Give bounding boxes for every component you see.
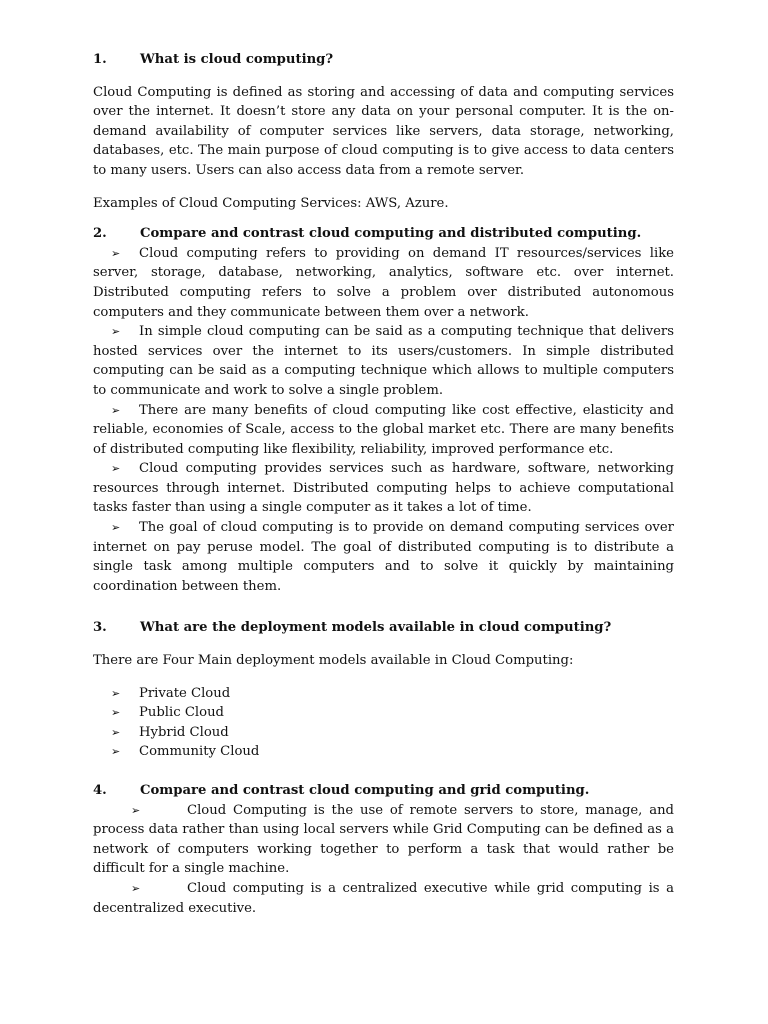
section-title: What is cloud computing? <box>140 52 334 67</box>
bullet-paragraph: ➢ Cloud computing is a centralized executive while grid computing is a decentralized executive. <box>93 880 674 916</box>
section-title: Compare and contrast cloud computing and grid computing. <box>140 783 590 798</box>
list-item: ➢ Community Cloud <box>93 742 674 762</box>
paragraph: Examples of Cloud Computing Services: AWS, Azure. <box>93 195 449 211</box>
arrow-bullet-icon: ➢ <box>131 803 141 817</box>
bullet-paragraph: ➢ Cloud Computing is the use of remote servers to store, manage, and process data rather than using local servers while Grid Computing can be defined as a network of computers working together to perform a task that would rather be difficult for a single machine. <box>93 802 674 877</box>
bullet-paragraph: ➢ The goal of cloud computing is to provide on demand computing services over internet on pay peruse model. The goal of distributed computing is to distribute a single task among multiple computers and to solve it quickly by maintaining coordination between them. <box>93 520 674 594</box>
section-1-heading <box>93 50 674 70</box>
section-4-heading <box>93 781 674 801</box>
section-number: 4. <box>93 783 107 798</box>
section-title: Compare and contrast cloud computing and distributed computing. <box>140 226 642 242</box>
section-2-heading <box>93 224 674 244</box>
list-item: ➢ Public Cloud <box>93 703 674 723</box>
arrow-bullet-icon: ➢ <box>111 745 121 759</box>
arrow-bullet-icon: ➢ <box>111 725 121 739</box>
paragraph: There are Four Main deployment models available in Cloud Computing: <box>93 653 574 669</box>
arrow-bullet-icon: ➢ <box>131 881 141 895</box>
list-item: ➢ Hybrid Cloud <box>93 723 674 743</box>
arrow-bullet-icon: ➢ <box>111 521 121 535</box>
list-item: ➢ Private Cloud <box>93 684 674 704</box>
bullet-paragraph: ➢ Cloud computing provides services such as hardware, software, networking resources through internet. Distributed computing helps to achieve computational tasks faster than using a single computer as it takes a lot of time. <box>93 461 674 516</box>
section-number: 2. <box>93 226 107 242</box>
bullet-paragraph: ➢ In simple cloud computing can be said as a computing technique that delivers hosted services over the internet to its users/customers. In simple distributed computing can be said as a computing technique which allows to multiple computers to communicate and work to solve a single problem. <box>93 324 674 398</box>
arrow-bullet-icon: ➢ <box>111 246 121 260</box>
section-number: 3. <box>93 620 107 636</box>
document-page <box>93 50 674 918</box>
deployment-models-list <box>93 684 674 762</box>
arrow-bullet-icon: ➢ <box>111 462 121 476</box>
arrow-bullet-icon: ➢ <box>111 325 121 339</box>
arrow-bullet-icon: ➢ <box>111 403 121 417</box>
arrow-bullet-icon: ➢ <box>111 706 121 720</box>
section-title: What are the deployment models available in cloud computing? <box>140 620 612 636</box>
section-number: 1. <box>93 52 107 67</box>
bullet-paragraph: ➢ Cloud computing refers to providing on demand IT resources/services like server, storage, database, networking, analytics, software etc. over internet. Distributed computing refers to solve a problem over distributed autonomous computers and they communicate between them over a network. <box>93 245 674 320</box>
arrow-bullet-icon: ➢ <box>111 686 121 700</box>
paragraph: Cloud Computing is defined as storing and accessing of data and computing services over the internet. It doesn’t store any data on your personal computer. It is the on-demand availability of computer services like servers, data storage, networking, databases, etc. The main purpose of cloud computing is to give access to data centers to many users. Users can also access data from a remote server. <box>93 84 674 178</box>
section-3-heading <box>93 618 674 638</box>
bullet-paragraph: ➢ There are many benefits of cloud computing like cost effective, elasticity and reliable, economies of Scale, access to the global market etc. There are many benefits of distributed computing like flexibility, reliability, improved performance etc. <box>93 402 674 457</box>
